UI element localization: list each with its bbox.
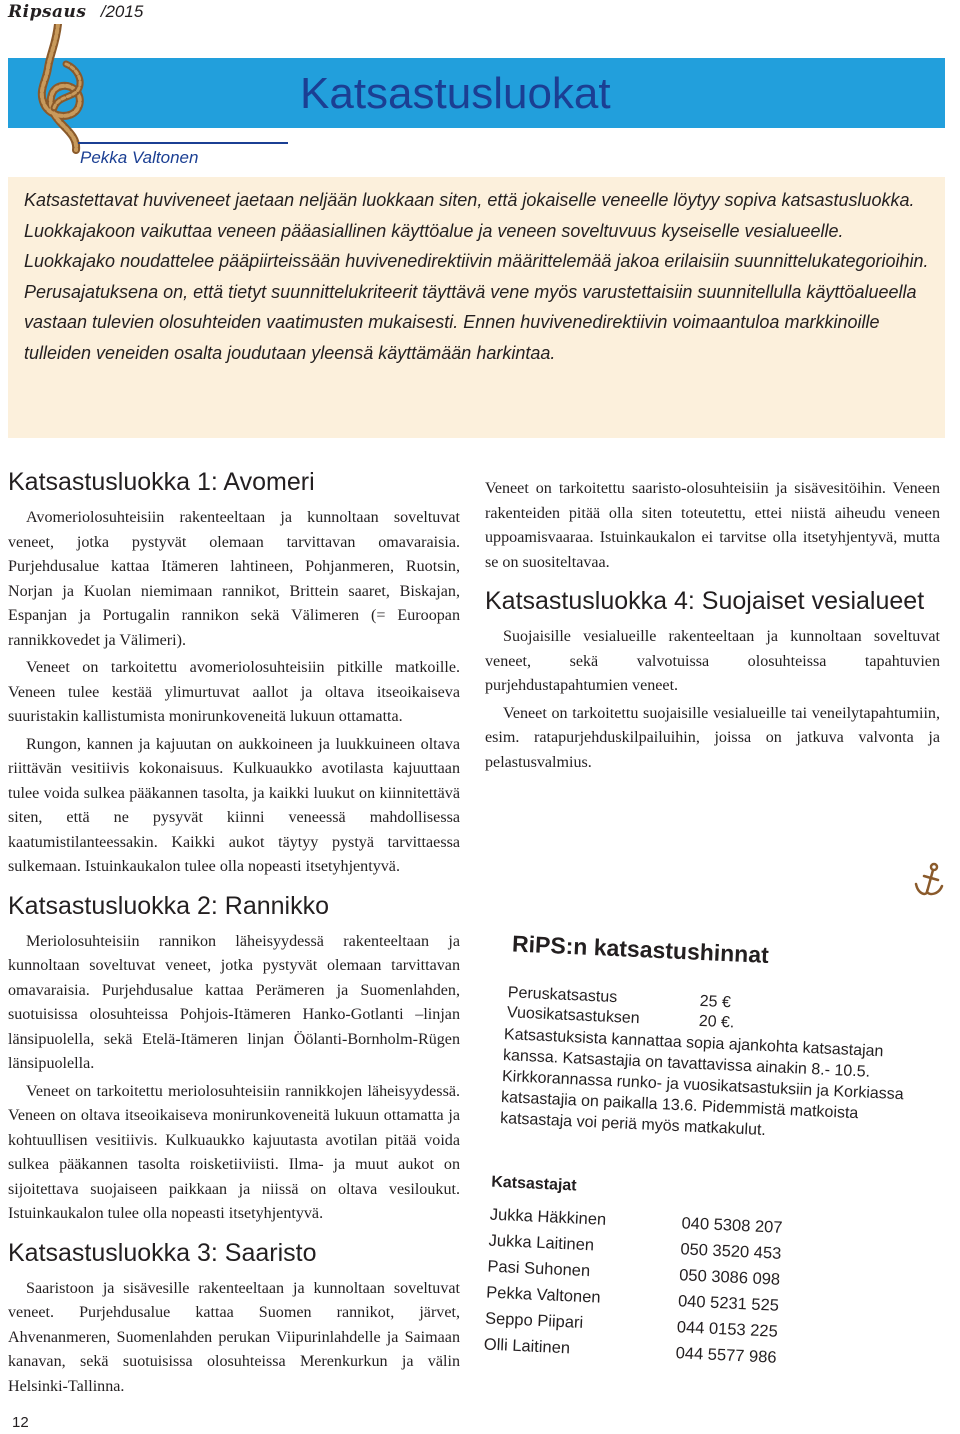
body-paragraph: Avomeriolosuhteisiin rakenteeltaan ja kunnoltaan soveltuvat veneet, jotka pystyvät olemaan tarvittavan omavaraisia. Purjehdusalue kattaa Itämeren lahtineen, Pohjanmeren, Ruotsin, Norjan ja Kuolan niemimaan rannikot, Brittein saaret, Biskajan, Espanjan ja Portugalin rannikon sekä Välimeren (= Euroopan rannikkovedet ja Välimeri). — [8, 509, 460, 649]
price-row — [507, 984, 732, 1012]
left-column — [8, 466, 460, 1402]
price-box — [484, 924, 925, 1413]
inspector-name: Pekka Valtonen — [485, 1283, 601, 1307]
body-paragraph: Veneet on tarkoitettu meriolosuhteisiin rannikkojen läheisyydessä. Veneen on oltava itseoikaiseva monirunkoveneitä lukuun ottamatta ja kohtuullisen vesitiivis. Kulkuaukko kajuutasta avotilan pitää voida sulkea pääkannen tasolta roisketiiviisti. Ilma- ja muut aukot on sijoitettava suojaiseen paikkaan ja niissä on oltava vesiloukut. Istuinkaukalon tulee olla nopeasti itsetyhjentyvä. — [8, 1082, 460, 1222]
body-paragraph: Veneet on tarkoitettu avomeriolosuhteisiin pitkille matkoille. Veneen tulee kestää ylimurtuvat aallot ja oltava itseoikaiseva suuristakin kallistumista monirunkoveneitä lukuun ottamatta. — [8, 659, 460, 725]
section-heading: Katsastusluokka 4: Suojaiset vesialueet — [485, 587, 925, 615]
issue-number: /2015 — [100, 2, 144, 21]
body-paragraph: Rungon, kannen ja kajuutan on aukkoineen ja luukkuineen oltava riittävän vesitiivis kokonaisuus. Kulkuaukko avotilasta kajuuttaan tulee voida sulkea pääkannen tasolta, ja kaikki luukut on kiinnitettävä siten, että ne pysyvät kiinni veneessä mahdollisessa kaatumistilanteessakin. Kaikki aukot täytyy pystyä tarvittaessa sulkemaan. Istuinkaukalon tulee olla nopeasti itsetyhjentyvä. — [8, 735, 460, 875]
price-amount: 20 €. — [698, 1012, 735, 1032]
price-box-title: RiPS:n katsastushinnat — [511, 930, 770, 968]
lead-box — [8, 177, 945, 438]
anchor-icon — [912, 862, 946, 898]
article-title: Katsastusluokat — [300, 69, 611, 118]
masthead — [8, 2, 143, 22]
inspector-phone: 040 5308 207 — [681, 1214, 783, 1237]
section-heading: Katsastusluokka 2: Rannikko — [8, 891, 330, 920]
inspector-phone: 044 0153 225 — [676, 1318, 779, 1341]
body-paragraph: Saaristoon ja sisävesille rakenteeltaan ja kunnoltaan soveltuvat veneet. Purjehdusalue kattaa Suomen rannikot, järvet, Ahvenanmeren, Suomenlahden perukan Viipurinlahdelle ja Saimaan kanavan, sekä suotuisissa olosuhteissa Merenkurkun ja välin Helsinki-Tallinna. — [8, 1279, 460, 1395]
title-bar — [8, 58, 945, 128]
inspectors-title: Katsastajat — [490, 1173, 577, 1195]
author-name: Pekka Valtonen — [80, 148, 199, 167]
inspector-phone: 044 5577 986 — [675, 1344, 777, 1367]
right-column — [485, 477, 940, 778]
body-paragraph: Veneet on tarkoitettu saaristo-olosuhteisiin ja sisävesitöihin. Veneen rakenteiden pitää olla siten toteutettu, ettei niistä aiheudu veneen uppoamisvaaraa. Istuinkaukalon ei tarvitse olla itsetyhjentyvä, mutta se on suositeltavaa. — [485, 480, 940, 571]
section-heading: Katsastusluokka 1: Avomeri — [8, 468, 315, 496]
inspector-phone: 050 3086 098 — [678, 1266, 781, 1289]
inspector-name: Olli Laitinen — [483, 1335, 571, 1358]
inspector-name: Seppo Piipari — [484, 1309, 584, 1332]
price-label: Peruskatsastus — [507, 984, 618, 1007]
price-label: Vuosikatsastuksen — [506, 1004, 641, 1028]
author-divider — [78, 142, 288, 144]
body-paragraph: Meriolosuhteisiin rannikon läheisyydessä rakenteeltaan ja kunnoltaan soveltuvat veneet, jotka pystyvät olemaan tarvittavan omavaraisia. Purjehdusalue kattaa Perämeren ja Suomenlahden, suotuisissa olosuhteissa Pohjois-Itämeren Hanko-Gotlanti –linjan länsipuolella, sekä Etelä-Itämeren linjan Öölanti-Bornholm-Rügen länsipuolella. — [8, 932, 460, 1072]
price-amount: 25 € — [699, 992, 732, 1012]
inspector-name: Pasi Suhonen — [487, 1257, 591, 1281]
rope-knot-icon — [28, 24, 98, 154]
inspector-phone: 040 5231 525 — [677, 1292, 780, 1315]
section-heading: Katsastusluokka 3: Saaristo — [8, 1238, 317, 1267]
inspector-phone: 050 3520 453 — [680, 1240, 782, 1263]
inspector-name: Jukka Laitinen — [488, 1231, 595, 1255]
page-number: 12 — [12, 1414, 29, 1431]
price-note: Katsastuksista kannattaa sopia ajankohta katsastajan kanssa. Katsastajia on tavattavissa ainakin 8.- 10.5. Kirkkorannassa runko- ja vuosikatsastuksiin ja Korkiassa katsastajia on paikalla 13.6. Pidemmistä matkoista katsastaja voi periä myös matkakulut. — [499, 1026, 905, 1140]
magazine-name: Ripsaus — [8, 2, 87, 22]
body-paragraph: Veneet on tarkoitettu suojaisille vesialueille tai veneilytapahtumiin, esim. ratapurjehduskilpailuihin, joissa on jatkuva valvonta ja pelastusvalmius. — [485, 704, 940, 771]
lead-paragraph: Katsastettavat huviveneet jaetaan neljään luokkaan siten, että jokaiselle veneelle löytyy sopiva katsastusluokka. Luokkajakoon vaikuttaa veneen pääasiallinen käyttöalue ja veneen soveltuvuus kyseiselle vesialueelle. Luokkajako noudattelee pääpiirteissään huvivenedirektiivin määrittelemää jakoa erilaisiin suunnittelukategorioihin. Perusajatuksena on, että tietyt suunnittelukriteerit täyttävä vene myös varustettaisiin suunnitellulla käyttöalueella vastaan tulevien olosuhteiden vaatimusten mukaisesti. Ennen huvivenedirektiivin voimaantuloa markkinoille tulleiden veneiden osalta joudutaan yleensä käyttämään harkintaa. — [24, 190, 929, 363]
inspector-name: Jukka Häkkinen — [489, 1205, 607, 1229]
body-paragraph: Suojaisille vesialueille rakenteeltaan ja kunnoltaan soveltuvat veneet, sekä valvotuissa olosuhteissa tapahtuvien purjehdustapahtumien veneet. — [485, 628, 940, 694]
